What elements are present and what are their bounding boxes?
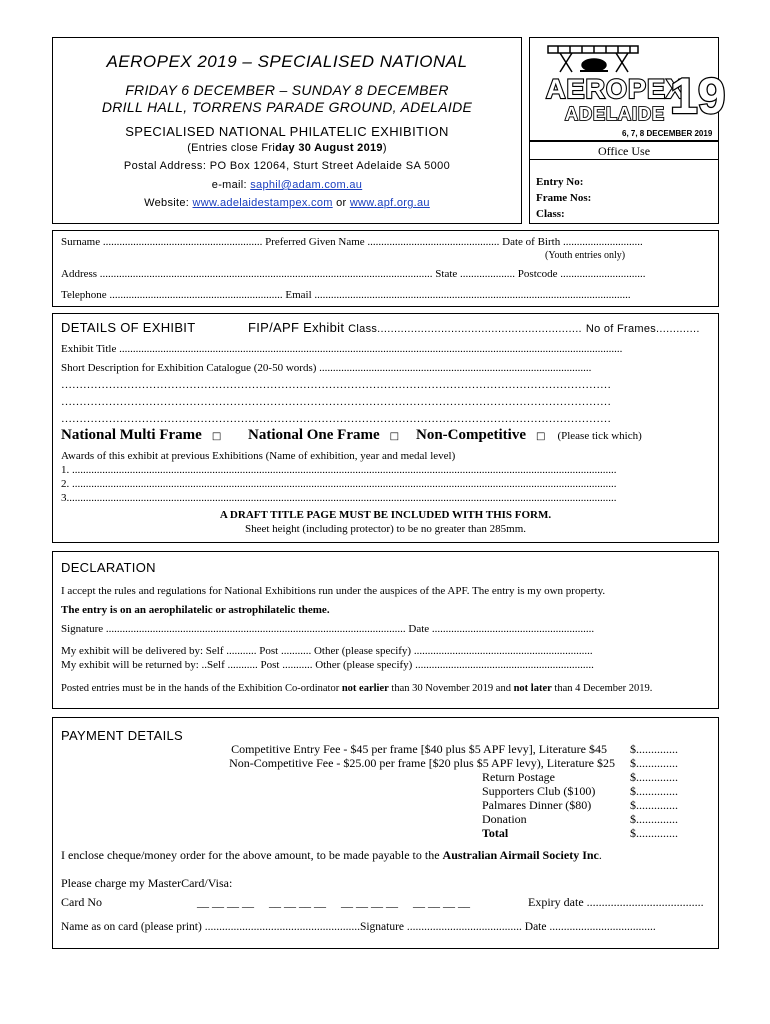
logo-word-aeropex: AEROPEX [546, 74, 686, 104]
award-field-1[interactable]: 1. ...................................................................................................................................................................................................... [61, 464, 617, 476]
page-title: AEROPEX 2019 – SPECIALISED NATIONAL [106, 52, 468, 71]
posted-prefix: Posted entries must be in the hands of the Exhibition Co-ordinator [61, 683, 342, 694]
tick-note: (Please tick which) [557, 430, 642, 442]
one-frame-label: National One Frame [248, 427, 380, 443]
declaration-text-2: The entry is on an aerophilatelic or astrophilatelic theme. [61, 604, 330, 616]
declaration-section-title: DECLARATION [61, 560, 156, 575]
event-dates: FRIDAY 6 DECEMBER – SUNDAY 8 DECEMBER [125, 82, 449, 98]
posted-not-later: not later [513, 683, 552, 694]
payment-amount-non-competitive[interactable]: $.............. [630, 756, 678, 770]
cardholder-name-field[interactable]: Name as on card (please print) ......................................................Signature ........................................ Date ..................................... [61, 921, 656, 933]
payment-amount-return-postage[interactable]: $.............. [630, 770, 678, 784]
website-link-1[interactable]: www.adelaidestampex.com [192, 197, 333, 209]
event-venue: DRILL HALL, TORRENS PARADE GROUND, ADELAIDE [101, 99, 473, 115]
biplane-icon [548, 46, 638, 72]
enclose-cheque-note [61, 848, 602, 863]
logo-dates: 6, 7, 8 DECEMBER 2019 [622, 129, 713, 138]
frames-field[interactable]: No of Frames............. [585, 323, 700, 335]
sheet-height-note: Sheet height (including protector) to be no greater than 285mm. [244, 523, 527, 535]
payment-row-supporters-club: Supporters Club ($100) [482, 784, 596, 798]
charge-card-label: Please charge my MasterCard/Visa: [61, 876, 233, 890]
payee-name: Australian Airmail Society Inc [442, 848, 599, 862]
office-use-box [529, 141, 719, 224]
description-line-1[interactable]: …………………………………………………………………………………………………………………………………… [61, 379, 611, 391]
exhibit-class-heading [248, 320, 700, 335]
delivered-by-field[interactable]: My exhibit will be delivered by: Self ........... Post ........... Other (please specify) ................................................................. [61, 645, 593, 657]
declaration-text-1: I accept the rules and regulations for National Exhibitions run under the auspices of the APF. The entry is my own property. [61, 585, 606, 597]
exhibition-name: SPECIALISED NATIONAL PHILATELIC EXHIBITION [125, 124, 449, 139]
email-line [53, 179, 521, 191]
class-field[interactable]: Class............................................................. [348, 323, 582, 335]
website-line [53, 197, 521, 209]
description-line-3[interactable]: …………………………………………………………………………………………………………………………………… [61, 413, 611, 425]
option-multi-frame[interactable] [61, 426, 221, 444]
header-box [52, 37, 522, 224]
payment-amount-supporters-club[interactable]: $.............. [630, 784, 678, 798]
aeropex-logo [530, 38, 726, 140]
payment-box [52, 717, 719, 949]
non-competitive-checkbox[interactable]: □ [535, 431, 546, 442]
payment-row-donation: Donation [482, 812, 527, 826]
enclose-suffix: . [598, 848, 602, 862]
posted-mid: than 30 November 2019 and [388, 683, 514, 694]
card-number-field[interactable]: __ __ __ __ __ __ __ __ __ __ __ __ __ __ __ __ [197, 895, 470, 909]
entries-close-suffix: ) [382, 142, 387, 154]
youth-note: (Youth entries only) [545, 250, 626, 261]
payment-row-total: Total [482, 826, 509, 840]
draft-title-notice: A DRAFT TITLE PAGE MUST BE INCLUDED WITH THIS FORM. [219, 509, 552, 521]
award-field-3[interactable]: 3........................................................................................................................................................................................................ [61, 492, 617, 504]
payment-row-return-postage: Return Postage [482, 770, 555, 784]
entries-close-prefix: (Entries close Fri [187, 142, 276, 154]
surname-field[interactable]: Surname .......................................................... Preferred Given Name ................................................ Date of Birth ............................. [61, 236, 643, 248]
payment-section-title: PAYMENT DETAILS [61, 728, 184, 743]
logo-word-adelaide: ADELAIDE [565, 104, 666, 124]
payment-amount-donation[interactable]: $.............. [630, 812, 678, 826]
one-frame-checkbox[interactable]: □ [389, 431, 400, 442]
description-line-2[interactable]: …………………………………………………………………………………………………………………………………… [61, 396, 611, 408]
non-competitive-label: Non-Competitive [416, 427, 526, 443]
multi-frame-label: National Multi Frame [61, 427, 202, 443]
telephone-field[interactable]: Telephone ............................................................... Email ................................................................................................................... [61, 289, 631, 301]
entry-no-field[interactable]: Entry No: [536, 176, 584, 188]
posted-entries-note [61, 683, 652, 694]
exhibit-title-field[interactable]: Exhibit Title ....................................................................................................................................................................................... [61, 343, 623, 355]
exhibit-section-title: DETAILS OF EXHIBIT [61, 320, 196, 335]
class-field[interactable]: Class: [536, 208, 565, 220]
logo-number: 19 [670, 68, 726, 124]
payment-row-palmares-dinner: Palmares Dinner ($80) [482, 798, 592, 812]
website-link-2[interactable]: www.apf.org.au [349, 197, 430, 209]
declaration-box [52, 551, 719, 709]
option-one-frame[interactable] [248, 426, 399, 444]
office-use-title: Office Use [597, 144, 651, 158]
entrant-box [52, 230, 719, 307]
payment-row-competitive: Competitive Entry Fee - $45 per frame [$40 plus $5 APF levy], Literature $45 [231, 742, 607, 756]
enclose-prefix: I enclose cheque/money order for the above amount, to be made payable to the [61, 848, 443, 862]
entries-close [53, 142, 521, 154]
payment-amount-total[interactable]: $.............. [630, 826, 678, 840]
address-field[interactable]: Address ......................................................................................................................... State .................... Postcode ............................... [61, 268, 646, 280]
logo-box [529, 37, 726, 141]
fip-apf-label: FIP/APF Exhibit [248, 320, 345, 335]
multi-frame-checkbox[interactable]: □ [211, 431, 222, 442]
website-or: or [336, 197, 347, 209]
payment-row-non-competitive: Non-Competitive Fee - $25.00 per frame [$20 plus $5 APF levy), Literature $25 [229, 756, 615, 770]
exhibit-box [52, 313, 719, 543]
short-description-field[interactable]: Short Description for Exhibition Catalogue (20-50 words) ................................................................................................... [61, 362, 592, 374]
award-field-2[interactable]: 2. ...................................................................................................................................................................................................... [61, 478, 617, 490]
option-non-competitive[interactable] [416, 426, 642, 444]
entries-close-date: day 30 August 2019 [275, 142, 383, 154]
payment-amount-palmares-dinner[interactable]: $.............. [630, 798, 678, 812]
website-label: Website: [144, 197, 190, 209]
posted-not-earlier: not earlier [341, 683, 389, 694]
postal-address: Postal Address: PO Box 12064, Sturt Street Adelaide SA 5000 [123, 160, 451, 172]
posted-suffix: than 4 December 2019. [551, 683, 653, 694]
payment-amount-competitive[interactable]: $.............. [630, 742, 678, 756]
awards-label: Awards of this exhibit at previous Exhibitions (Name of exhibition, year and medal level) [61, 450, 456, 462]
expiry-date-field[interactable]: Expiry date ....................................... [528, 895, 704, 909]
returned-by-field[interactable]: My exhibit will be returned by: ..Self ........... Post ........... Other (please specify) ................................................................. [61, 659, 594, 671]
declaration-signature-field[interactable]: Signature ............................................................................................................. Date ........................................................... [61, 623, 595, 635]
email-label: e-mail: [211, 179, 247, 191]
frame-nos-field[interactable]: Frame Nos: [536, 192, 592, 204]
card-no-label: Card No [61, 895, 102, 909]
email-link[interactable]: saphil@adam.com.au [250, 179, 363, 191]
